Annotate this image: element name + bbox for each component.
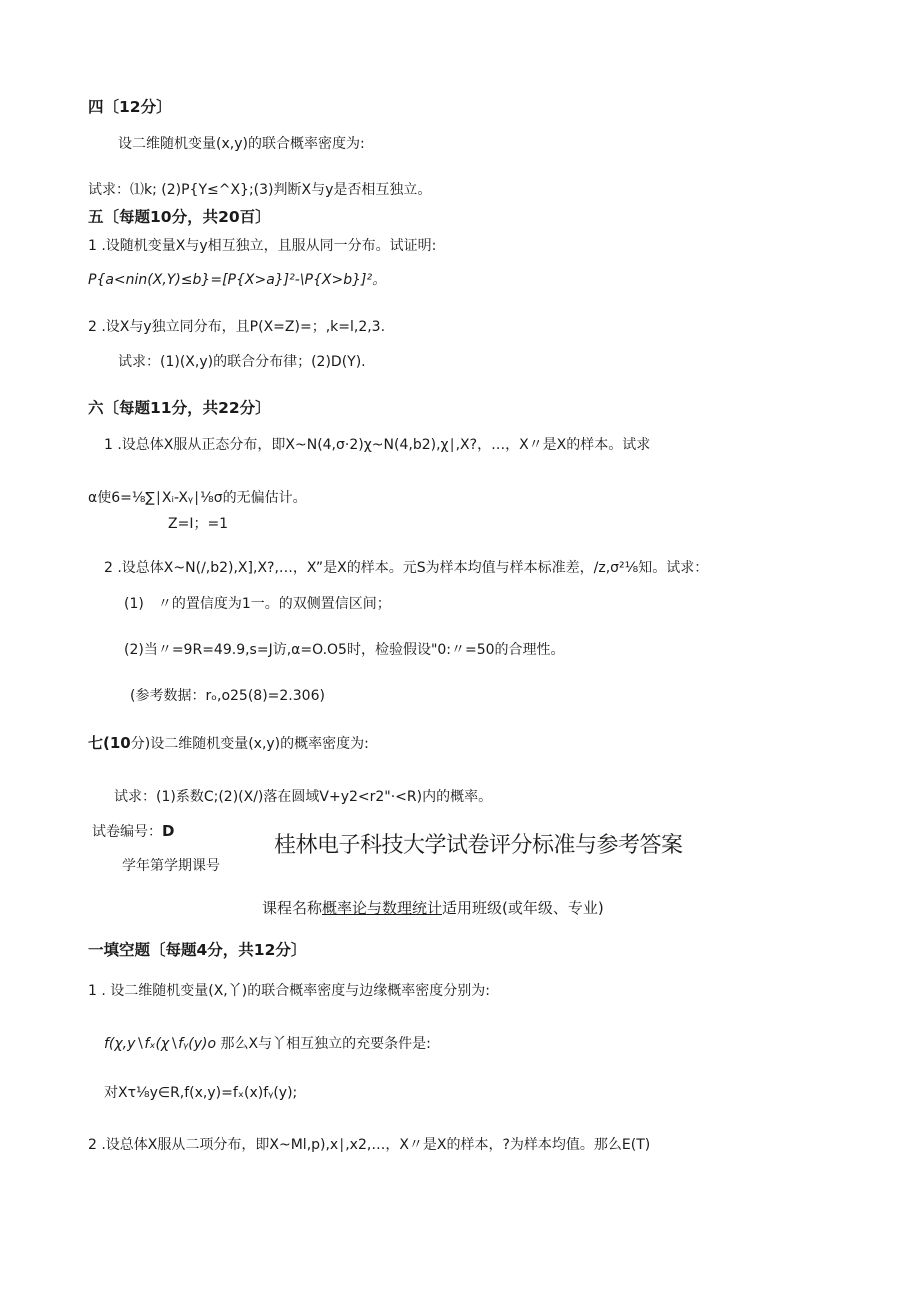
- section-6-q2-reference: (参考数据：rₒ,o25(8)=2.306): [130, 688, 325, 704]
- section-7-number: 七(10: [88, 734, 131, 752]
- section-5-q1-formula: P{a<nin(X,Y)≤b}=[P{X>a}]²-\P{X>b}]²。: [88, 272, 387, 288]
- paper-code-label: 试卷编号：: [92, 824, 162, 840]
- paper-code: [92, 822, 174, 841]
- section-4-intro: 设二维随机变量(x,y)的联合概率密度为:: [118, 136, 365, 152]
- section-6-header: 六〔每题11分，共22分〕: [88, 399, 271, 417]
- course-name: 概率论与数理统计: [322, 899, 443, 917]
- section-4-question: 试求：⑴k; (2)P{Y≤^X};(3)判断X与y是否相互独立。: [88, 182, 432, 198]
- section-5-header: 五〔每题10分，共20百〕: [88, 208, 271, 226]
- section-5-q2: 2 .设X与y独立同分布，且P(X=Z)=；,k=l,2,3.: [88, 319, 386, 335]
- section-7-header: [88, 734, 369, 753]
- section-1-q1-formula-line: [104, 1035, 431, 1053]
- section-6-q2: 2 .设总体X~N(∕,b2),X],X?,…，X”是X的样本。元S为样本均值与样本标准差，/z,σ²⅛知。试求：: [104, 560, 709, 576]
- section-1-q1-answer: 对Xτ⅛y∈R,f(x,y)=fₓ(x)fᵧ(y);: [104, 1085, 298, 1101]
- course-class-label: 适用班级(或年级、专业): [442, 899, 604, 917]
- section-4-header: 四〔12分〕: [88, 98, 172, 116]
- section-1-q1-formula: f(χ,y∖fₓ(χ∖fᵧ(y)o: [104, 1036, 217, 1052]
- section-7-question: 试求：(1)系数C;(2)(X/)落在圆域V+y2<r2"·<R)内的概率。: [114, 789, 493, 805]
- section-6-q1-line2: α使6=⅛∑∣Xᵢ-Xᵧ∣⅛σ的无偏估计。: [88, 490, 307, 506]
- answer-key-title: 桂林电子科技大学试卷评分标准与参考答案: [274, 833, 683, 858]
- section-1-q2: 2 .设总体X服从二项分布，即X~Ml,p),x∣,x2,…，X〃是X的样本，?为样本均值。那么E(T): [88, 1137, 651, 1153]
- section-1-header: 一填空题〔每题4分，共12分〕: [88, 941, 307, 959]
- section-1-q1: 1 . 设二维随机变量(X,丫)的联合概率密度与边缘概率密度分别为:: [88, 983, 490, 999]
- section-6-q2-part2: (2)当〃=9R=49.9,s=J访,α=O.O5时，检验假设"0:〃=50的合理性。: [124, 642, 565, 658]
- paper-code-value: D: [162, 822, 175, 840]
- section-6-q1-line3: Z=I；=1: [168, 516, 229, 532]
- section-6-q1: 1 .设总体X服从正态分布，即X~N(4,σ·2)χ~N(4,b2),χ∣,X?，…，X〃是X的样本。试求: [104, 437, 651, 453]
- section-5-q1: 1 .设随机变量X与y相互独立，且服从同一分布。试证明:: [88, 238, 437, 254]
- course-label: 课程名称: [262, 899, 323, 917]
- section-7-intro: 分)设二维随机变量(x,y)的概率密度为:: [130, 736, 369, 752]
- section-6-q2-part1: (1) 〃的置信度为1一。的双侧置信区间；: [124, 596, 391, 612]
- term-course-number: 学年第学期课号: [122, 858, 220, 874]
- section-5-q2-ask: 试求：(1)(X,y)的联合分布律；(2)D(Y).: [118, 354, 366, 370]
- course-info: [262, 899, 604, 917]
- section-1-q1-condition: 那么X与丫相互独立的充要条件是:: [220, 1036, 431, 1052]
